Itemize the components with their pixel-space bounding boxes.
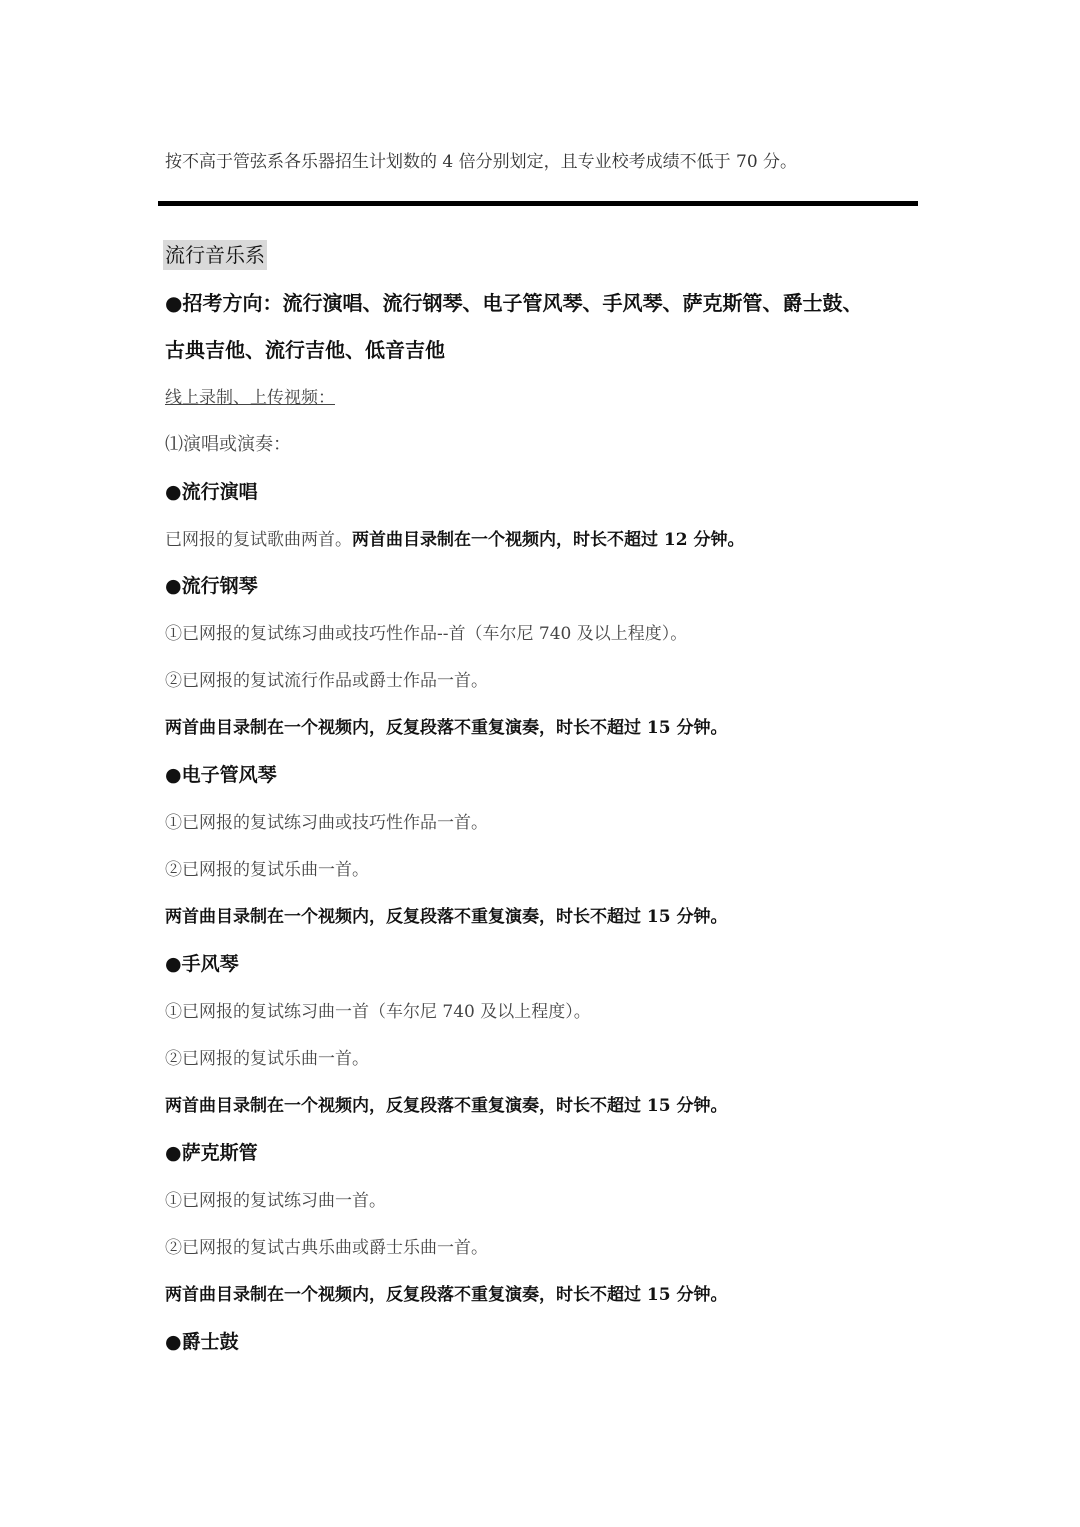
piano-item-2: ②已网报的复试流行作品或爵士作品一首。 xyxy=(165,671,488,691)
accordion-note: 两首曲目录制在一个视频内，反复段落不重复演奏，时长不超过 15 分钟。 xyxy=(165,1096,728,1116)
intro-paragraph: 按不高于管弦系各乐器招生计划数的 4 倍分别划定，且专业校考成绩不低于 70 分。 xyxy=(165,152,798,172)
accordion-item-2: ②已网报的复试乐曲一首。 xyxy=(165,1049,369,1069)
section-title-vocal: ●流行演唱 xyxy=(165,481,258,503)
section-title-organ: ●电子管风琴 xyxy=(165,764,277,786)
piano-item-1: ①已网报的复试练习曲或技巧性作品--首（车尔尼 740 及以上程度）。 xyxy=(165,624,688,644)
section-title-piano: ●流行钢琴 xyxy=(165,575,258,597)
department-heading: 流行音乐系 xyxy=(163,240,267,270)
sax-item-2: ②已网报的复试古典乐曲或爵士乐曲一首。 xyxy=(165,1238,488,1258)
section-divider xyxy=(158,201,918,206)
accordion-item-1: ①已网报的复试练习曲一首（车尔尼 740 及以上程度）。 xyxy=(165,1002,591,1022)
directions-line-2: 古典吉他、流行吉他、低音吉他 xyxy=(165,338,445,362)
directions-line-1: ●招考方向：流行演唱、流行钢琴、电子管风琴、手风琴、萨克斯管、爵士鼓、 xyxy=(165,291,863,315)
sax-item-1: ①已网报的复试练习曲一首。 xyxy=(165,1191,386,1211)
sax-note: 两首曲目录制在一个视频内，反复段落不重复演奏，时长不超过 15 分钟。 xyxy=(165,1285,728,1305)
vocal-requirement-bold: 两首曲目录制在一个视频内，时长不超过 12 分钟。 xyxy=(352,530,745,550)
organ-item-1: ①已网报的复试练习曲或技巧性作品一首。 xyxy=(165,813,488,833)
vocal-requirement xyxy=(165,528,745,552)
vocal-requirement-normal: 已网报的复试歌曲两首。 xyxy=(165,530,352,550)
organ-item-2: ②已网报的复试乐曲一首。 xyxy=(165,860,369,880)
online-recording-heading: 线上录制、上传视频： xyxy=(165,388,335,408)
organ-note: 两首曲目录制在一个视频内，反复段落不重复演奏，时长不超过 15 分钟。 xyxy=(165,907,728,927)
perform-heading: ⑴演唱或演奏： xyxy=(165,434,291,455)
section-title-accordion: ●手风琴 xyxy=(165,953,239,975)
section-title-sax: ●萨克斯管 xyxy=(165,1142,258,1164)
section-title-drums: ●爵士鼓 xyxy=(165,1331,239,1353)
piano-note: 两首曲目录制在一个视频内，反复段落不重复演奏，时长不超过 15 分钟。 xyxy=(165,718,728,738)
